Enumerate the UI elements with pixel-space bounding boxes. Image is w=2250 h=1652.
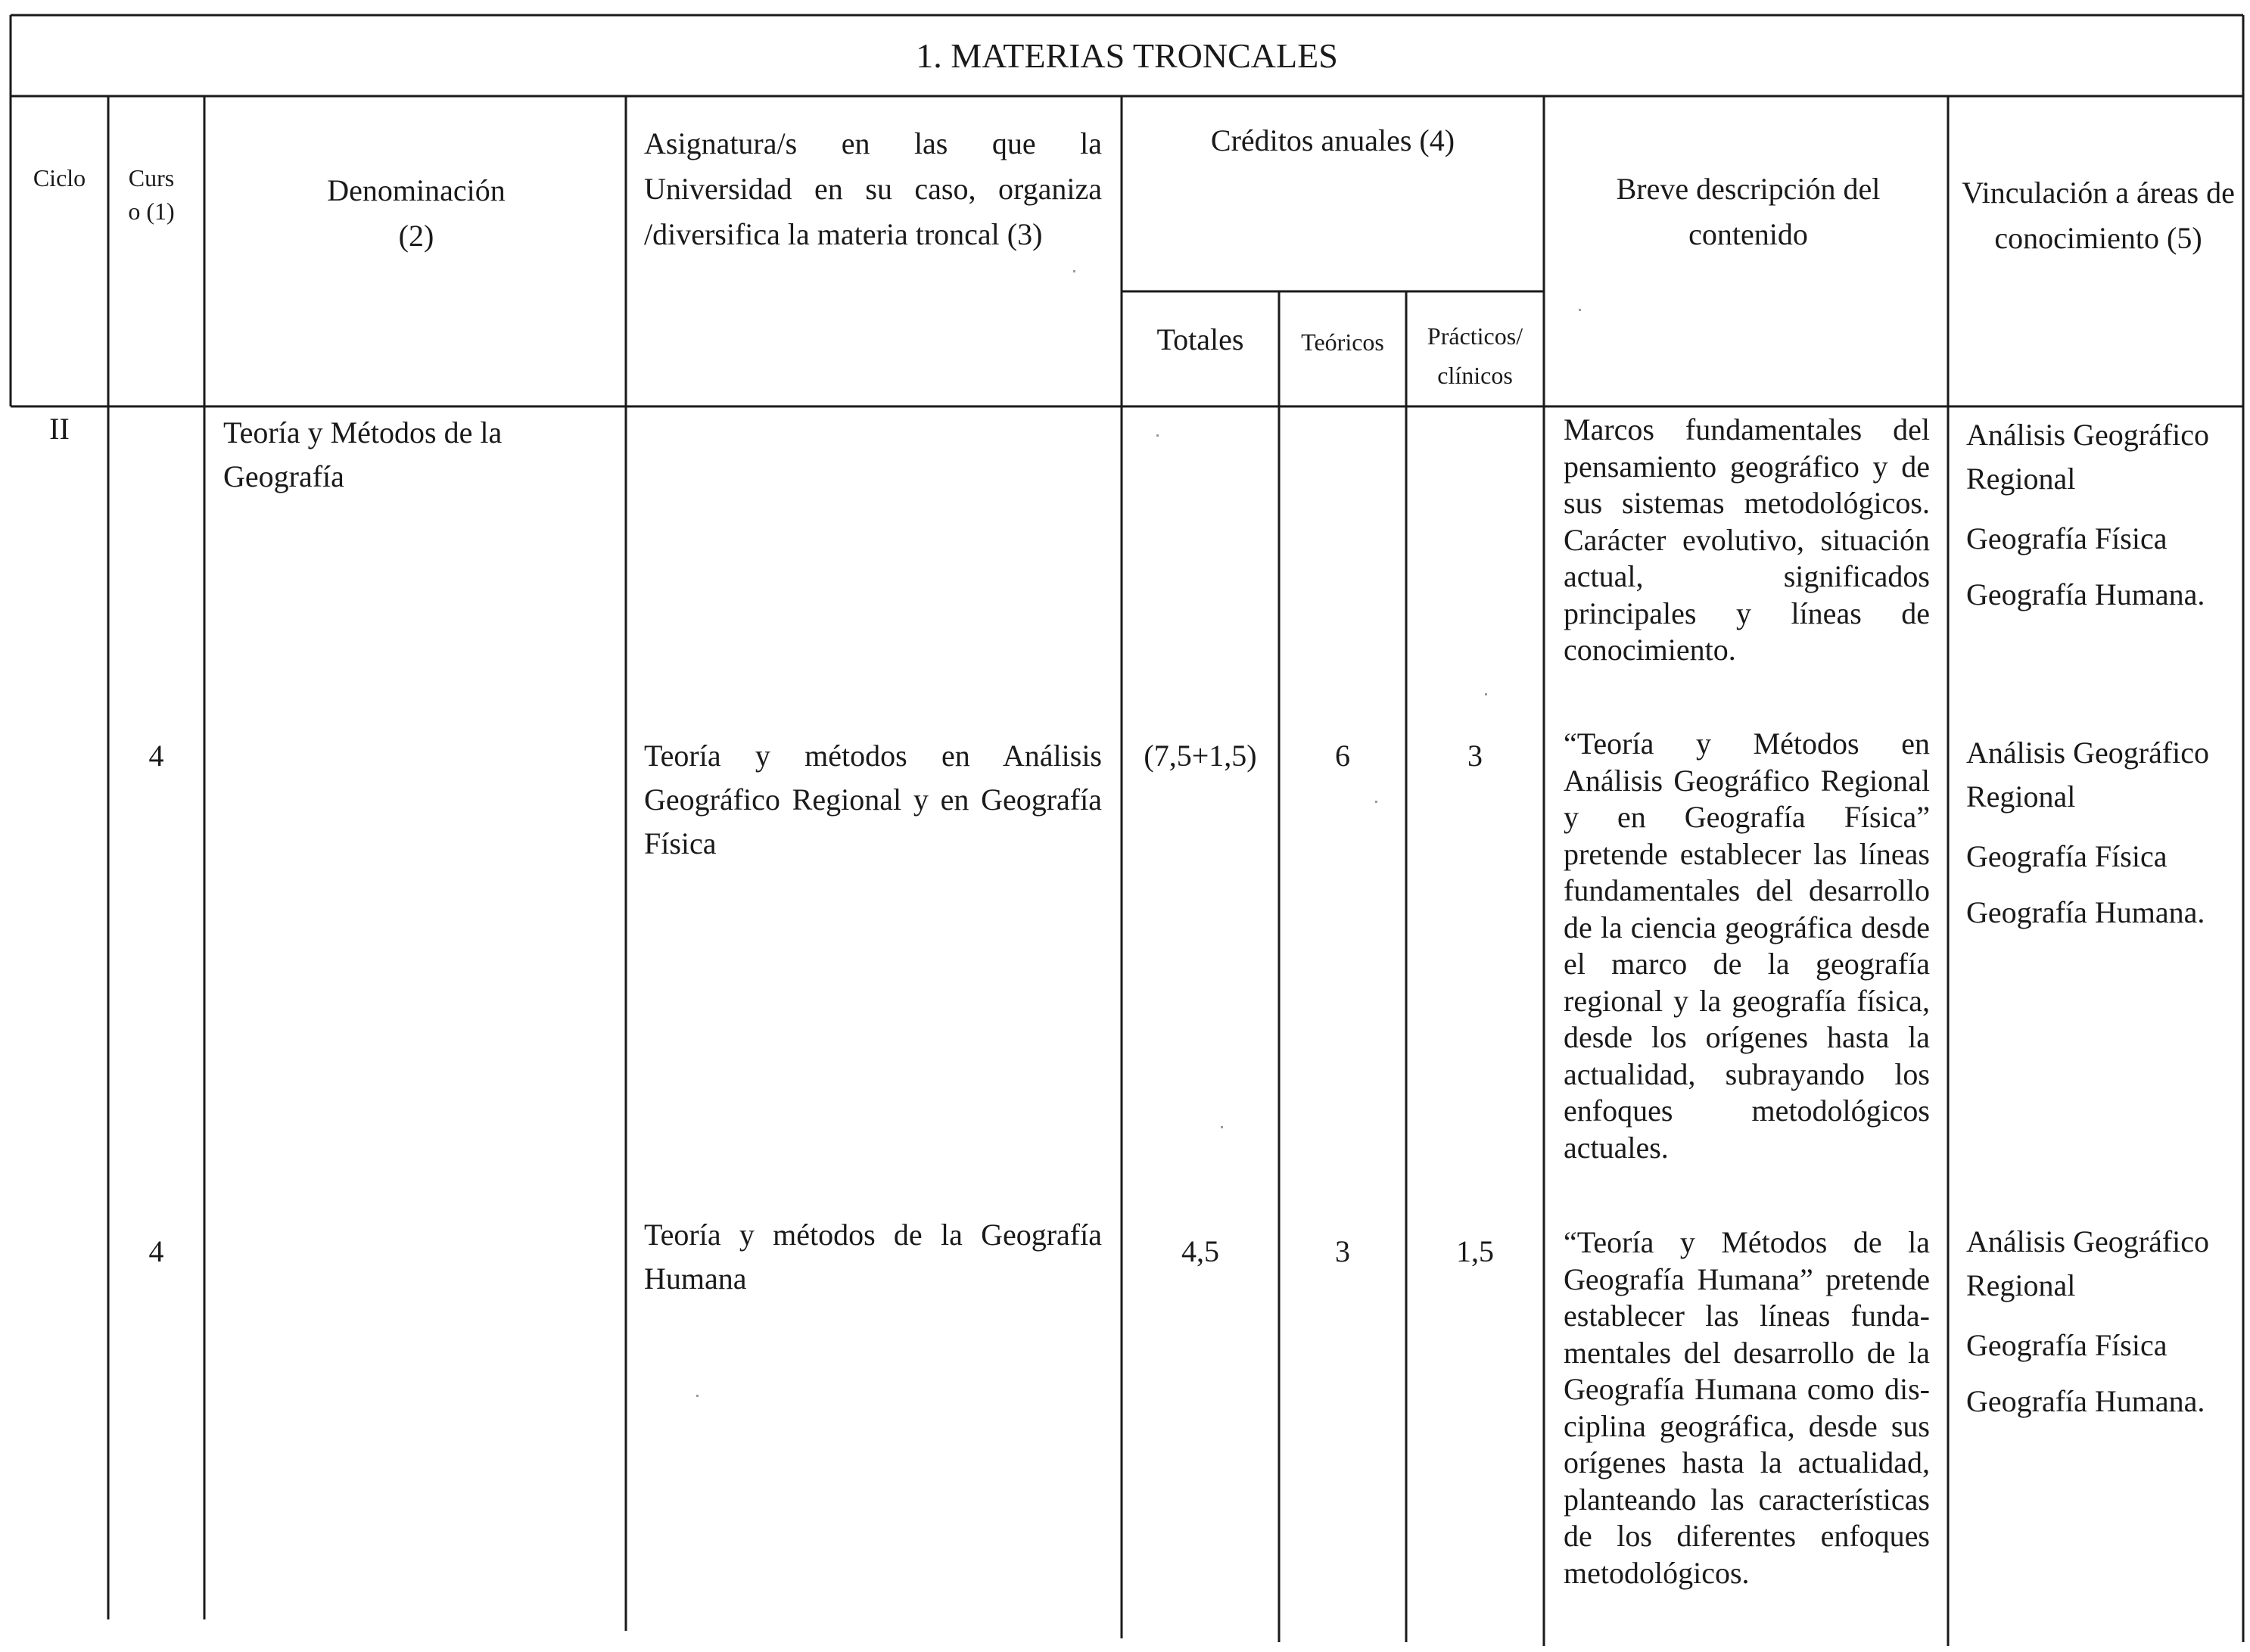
row3-area-2: Geografía Física (1966, 1328, 2168, 1362)
row2-curso: 4 (148, 739, 164, 773)
header-totales: Totales (1156, 322, 1244, 356)
header-practicos: Prácticos/ clínicos (1427, 322, 1523, 389)
table-title: 1. MATERIAS TRONCALES (916, 36, 1338, 75)
row1-area-1: Análisis Geográfico Regional (1966, 418, 2210, 496)
scan-speck (1221, 1126, 1223, 1128)
row2-descripcion: “Teoría y Métodos en Análisis Geográfico Regional y en Geografía Física” pretende establecer las líneas fundamentales del desarrollo de la ciencia geográfica desde el marco de la geografía regional y la geografía física, desde los orígenes hasta la actualidad, subrayando los enfoques metodológicos actuales. (1564, 726, 1930, 1165)
row3-descripcion: “Teoría y Métodos de la Geografía Humana” pretende establecer las líneas funda-mentales del desarrollo de la Geografía Humana como dis-ciplina geográfica, desde sus orígenes hasta la actualidad, planteando las características de los diferentes enfoques metodológicos. (1564, 1225, 1930, 1590)
row2-asignatura: Teoría y métodos en Análisis Geográfico Regional y en Geografía Física (644, 739, 1102, 860)
header-asignatura: Asignatura/s en las que la Universidad en su caso, organiza /diversifica la materia troncal (3) (644, 126, 1102, 251)
scan-speck (1485, 693, 1487, 695)
row2-practicos: 3 (1467, 739, 1483, 773)
row3-teoricos: 3 (1335, 1234, 1350, 1268)
row2-area-3: Geografía Humana. (1966, 895, 2205, 929)
row2-area-2: Geografía Física (1966, 839, 2168, 873)
scan-speck (696, 1395, 699, 1397)
header-denominacion (227, 168, 605, 259)
header-creditos: Créditos anuales (4) (1210, 123, 1455, 157)
row1-areas (1966, 413, 2240, 633)
row3-totales: 4,5 (1181, 1234, 1219, 1268)
row3-curso: 4 (148, 1234, 164, 1268)
row2-areas (1966, 731, 2240, 950)
row3-area-3: Geografía Humana. (1966, 1384, 2205, 1418)
row3-practicos: 1,5 (1456, 1234, 1494, 1268)
header-descripcion: Breve descripción del contenido (1616, 172, 1881, 251)
header-teoricos: Teóricos (1301, 328, 1384, 356)
row3-areas (1966, 1220, 2240, 1439)
row2-totales: (7,5+1,5) (1144, 739, 1257, 773)
header-vinculacion: Vinculación a áreas de conocimiento (5) (1962, 176, 2235, 255)
header-curso: Curs o (1) (128, 164, 175, 225)
scan-speck (1156, 434, 1159, 437)
row3-asignatura: Teoría y métodos de la Geografía Humana (644, 1218, 1102, 1296)
row1-denominacion: Teoría y Métodos de la Geografía (223, 415, 503, 493)
row1-area-2: Geografía Física (1966, 521, 2168, 555)
row2-area-1: Análisis Geográfico Regional (1966, 736, 2210, 814)
row1-area-3: Geografía Humana. (1966, 577, 2205, 611)
row3-area-1: Análisis Geográfico Regional (1966, 1224, 2210, 1302)
scan-speck (1073, 270, 1075, 272)
row1-ciclo: II (49, 412, 70, 446)
header-ciclo: Ciclo (33, 164, 86, 191)
scan-speck (1375, 801, 1377, 803)
row1-descripcion: Marcos fundamentales del pensamiento geográfico y de sus sistemas metodológicos. Carácter evolutivo, situación actual, significados principales y líneas de conocimiento. (1564, 412, 1930, 667)
scan-speck (1579, 309, 1581, 311)
row2-teoricos: 6 (1335, 739, 1350, 773)
header-denominacion-note: (2) (398, 219, 434, 253)
header-denominacion-label: Denominación (327, 173, 506, 207)
